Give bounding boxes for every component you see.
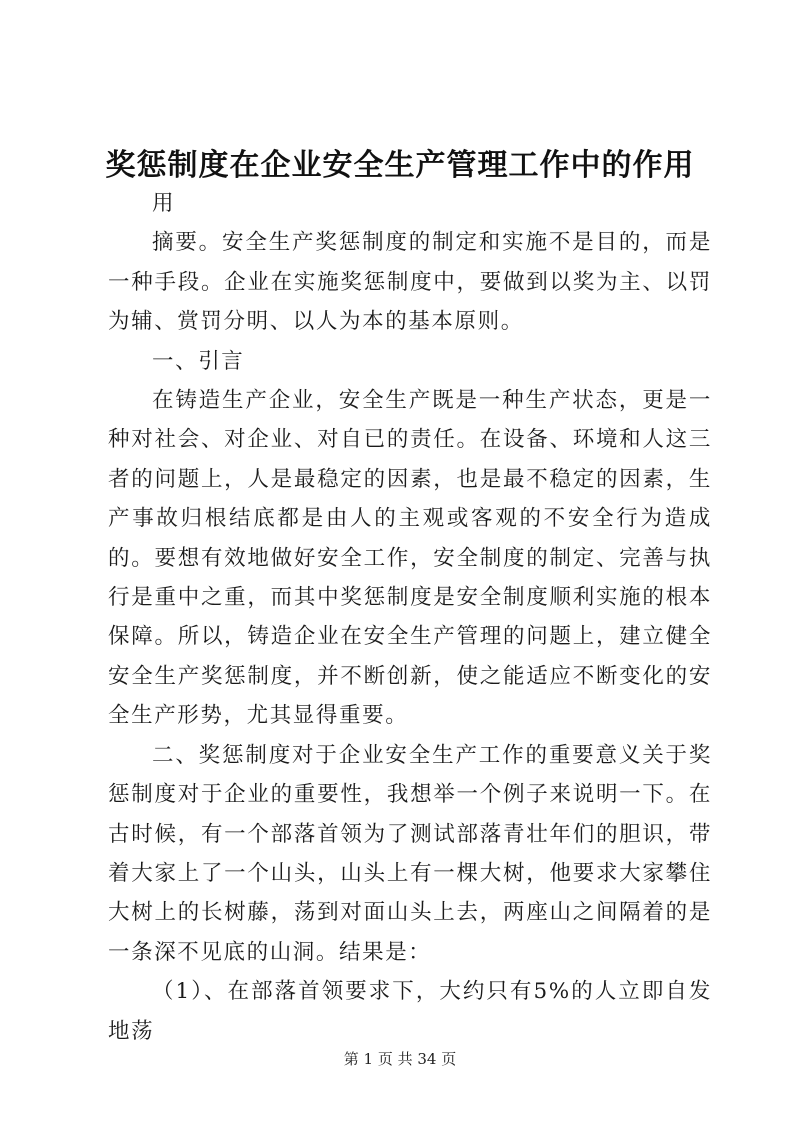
- paragraph-intro: 在铸造生产企业，安全生产既是一种生产状态，更是一种对社会、对企业、对自已的责任。在设备、环境和人这三者的问题上，人是最稳定的因素，也是最不稳定的因素，生产事故归根结底都是由人的主观或客观的不安全行为造成的。要想有效地做好安全工作，安全制度的制定、完善与执行是重中之重，而其中奖惩制度是安全制度顺利实施的根本保障。所以，铸造企业在安全生产管理的问题上，建立健全安全生产奖惩制度，并不断创新，使之能适应不断变化的安全生产形势，尤其显得重要。: [108, 388, 712, 729]
- page-footer: 第 1 页 共 34 页: [343, 1050, 457, 1068]
- section-heading-intro: 一、引言: [152, 348, 245, 374]
- paragraph-list-item-1: （1）、在部落首领要求下，大约只有5%的人立即自发地荡: [108, 979, 712, 1044]
- paragraph-section-two: 二、奖惩制度对于企业安全生产工作的重要意义关于奖惩制度对于企业的重要性，我想举一个例子来说明一下。在古时候，有一个部落首领为了测试部落青壮年们的胆识，带着大家上了一个山头，山头上有一棵大树，他要求大家攀住大树上的长树藤，荡到对面山头上去，两座山之间隔着的是一条深不见底的山洞。结果是：: [108, 742, 712, 965]
- document-body: [108, 184, 712, 1051]
- paragraph-abstract: 摘要。安全生产奖惩制度的制定和实施不是目的，而是一种手段。企业在实施奖惩制度中，要做到以奖为主、以罚为辅、赏罚分明、以人为本的基本原则。: [108, 230, 712, 335]
- paragraph-title-continuation: 用: [152, 191, 176, 216]
- document-title: 奖惩制度在企业安全生产管理工作中的作用: [105, 148, 695, 183]
